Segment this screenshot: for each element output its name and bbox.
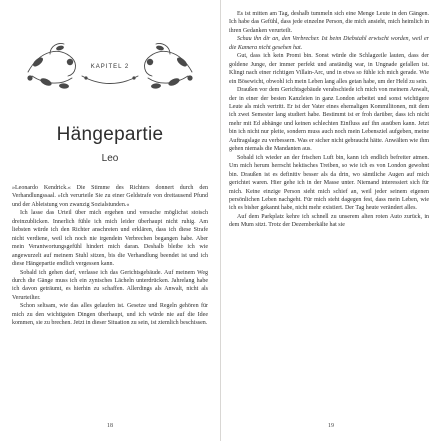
paragraph: Auf dem Parkplatz kehre ich schnell zu unserem alten roten Auto zurück, in dem Mum sitzt. Trotz der Dezemberkälte hat sie [229, 213, 429, 229]
page-number: 18 [107, 423, 113, 429]
right-page-text [229, 10, 429, 230]
chapter-ornament [0, 32, 220, 112]
right-page [221, 0, 441, 441]
chapter-title: Hängepartie [56, 124, 164, 145]
paragraph: »Leonardo Kendrick.« Die Stimme des Richters donnert durch den Verhandlungssaal. »Ich verurteile Sie zu einer Geldstrafe von dreitausend Pfund und der Ableistung von zwanzig Sozialstunden.« [12, 185, 208, 208]
chapter-label: KAPITEL 2 [90, 64, 130, 70]
paragraph: Es ist mitten am Tag, deshalb tummeln sich eine Menge Leute in den Gängen. Ich habe das Gefühl, dass jede einzelne Person, die mich ansieht, mich heimlich in ihren Gedanken verurteilt. [229, 11, 429, 34]
paragraph: Schon seltsam, wie das alles gelaufen ist. Gesetze und Regeln gehören für mich zu den wichtigsten Dingen überhaupt, und ich würde nie auf die Idee kommen, sie zu brechen. Jetzt in dieser Situation zu sein, ist ziemlich beschissen. [12, 303, 208, 327]
paragraph: Sobald ich wieder an der frischen Luft bin, kann ich endlich befreiter atmen. Um mich herum herrscht hektisches Treiben, so wie ich es von London gewohnt bin. Draußen ist es definitiv besser als da drin, wo sämtliche Augen auf mich gerichtet waren. Hier gehe ich in der Masse unter. Niemand interessiert sich für mich. Keine einzige Person sieht mich schief an, weil jeder seinem eigenen persönlichen Leben nachgeht. Für mich steht dagegen fest, dass mein Leben, wie ich es bisher gekannt habe, nicht mehr existiert. Der Tag heute verändert alles. [229, 154, 429, 212]
paragraph: Gut, dass ich kein Promi bin. Sonst würde die Schlagzeile lauten, dass der goldene Junge, der immer perfekt und anständig war, in Ungnade gefallen ist. Klingt nach einer richtigen Villain-Arc, und in etwa so fühle ich mich gerade. Wie ein Bösewicht, obwohl ich mein Leben lang alles getan habe, um der Held zu sein. [229, 53, 429, 85]
left-page-text [12, 184, 208, 328]
page-number: 19 [328, 423, 334, 429]
paragraph: Draußen vor dem Gerichtsgebäude verabschiede ich mich von meinem Anwalt, der in einer der besten Kanzleien in ganz London arbeitet und sonst wichtigere Leute als mich vertritt. Er ist der Vater eines ehemaligen Kommilitonen, mit dem ich zwei Semester lang studiert habe. Bestimmt ist er froh darüber, dass ich nicht mehr mit Ed abhänge und keinen schlechten Einfluss auf ihn ausüben kann. Jetzt bin ich nicht nur pleite, sondern muss auch noch mein Lebensziel aufgeben, meine Auftragslage zu verbessern. Was er sicher nicht gebraucht hätte. Anwälten wie ihm gehen niemals die Mandanten aus. [229, 87, 429, 153]
paragraph: Sobald ich gehen darf, verlasse ich das Gerichtsgebäude. Auf meinem Weg durch die Gänge muss ich ein zynisches Lächeln unterdrücken. Jahrelang habe ich davon geträumt, es hierhin zu schaffen. Allerdings als Anwalt, nicht als Verurteilter. [12, 269, 208, 301]
paragraph-italic: Schau ihn dir an, den Verbrecher. Ist beim Diebstahl erwischt worden, weil er die Kamera nicht gesehen hat. [229, 36, 429, 51]
chapter-pov-name: Leo [101, 153, 119, 164]
left-page [0, 0, 220, 441]
paragraph: Ich lasse das Urteil über mich ergehen und versuche möglichst stoisch dreinzublicken. Innerlich fühle ich mich leider überhaupt nicht ruhig. Am liebsten würde ich den Richter anschreien und erklären, dass ich diese Strafe nicht verdiene, weil ich noch nie irgendein Verbrechen begangen habe. Aber mein Verantwortungsgefühl hindert mich daran. Deshalb bleibe ich wie angewurzelt auf meinem Stuhl sitzen, bis die Verhandlung beendet ist und ich diese Hängepartie endlich vergessen kann. [12, 210, 208, 268]
